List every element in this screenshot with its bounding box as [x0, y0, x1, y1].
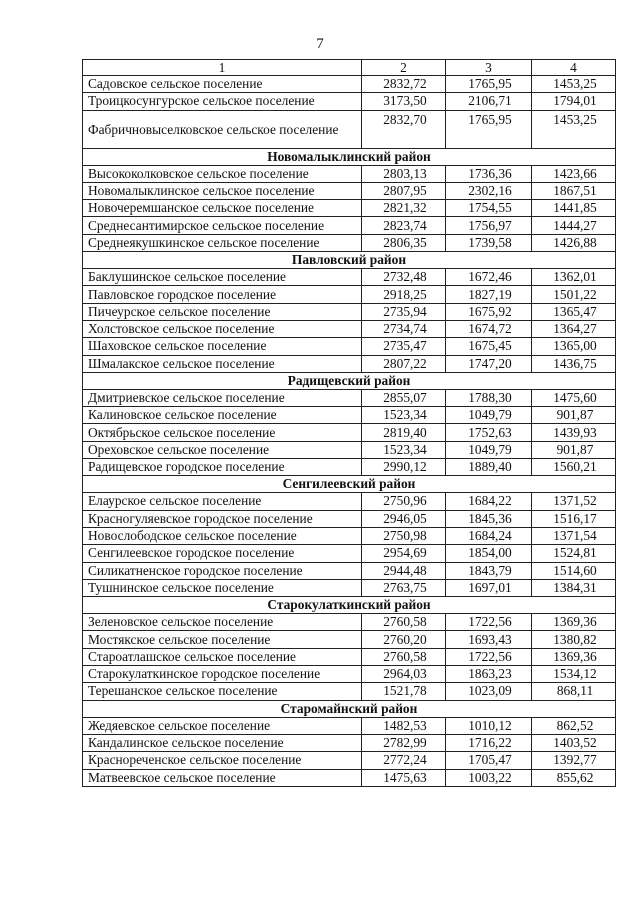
- value-col-2: 2763,75: [362, 579, 446, 596]
- settlement-name: Силикатненское городское поселение: [83, 562, 362, 579]
- value-col-3: 1747,20: [446, 355, 532, 372]
- value-col-4: 1423,66: [532, 165, 616, 182]
- settlement-name: Баклушинское сельское поселение: [83, 269, 362, 286]
- value-col-4: 1475,60: [532, 389, 616, 406]
- value-col-4: 1369,36: [532, 614, 616, 631]
- value-col-4: 862,52: [532, 717, 616, 734]
- value-col-2: 2964,03: [362, 666, 446, 683]
- table-row: [83, 424, 616, 441]
- value-col-3: 1705,47: [446, 752, 532, 769]
- table-row: [83, 769, 616, 786]
- settlement-name: Троицкосунгурское сельское поселение: [83, 93, 362, 110]
- value-col-2: 2760,20: [362, 631, 446, 648]
- value-col-2: 2735,94: [362, 303, 446, 320]
- table-row: [83, 545, 616, 562]
- table-row: [83, 110, 616, 148]
- table-row: [83, 441, 616, 458]
- table-row: [83, 717, 616, 734]
- settlement-name: Староатлашское сельское поселение: [83, 648, 362, 665]
- value-col-4: 1365,00: [532, 338, 616, 355]
- value-col-4: 1439,93: [532, 424, 616, 441]
- table-row: [83, 320, 616, 337]
- value-col-3: 1722,56: [446, 648, 532, 665]
- value-col-2: 2990,12: [362, 459, 446, 476]
- value-col-4: 1514,60: [532, 562, 616, 579]
- value-col-4: 1364,27: [532, 320, 616, 337]
- value-col-4: 1380,82: [532, 631, 616, 648]
- value-col-2: 1482,53: [362, 717, 446, 734]
- district-heading: Сенгилеевский район: [83, 476, 616, 493]
- district-heading-row: [83, 597, 616, 614]
- table-row: [83, 631, 616, 648]
- table-row: [83, 648, 616, 665]
- value-col-3: 1843,79: [446, 562, 532, 579]
- value-col-3: 1675,92: [446, 303, 532, 320]
- table-row: [83, 752, 616, 769]
- value-col-2: 2807,22: [362, 355, 446, 372]
- value-col-3: 1752,63: [446, 424, 532, 441]
- value-col-4: 1560,21: [532, 459, 616, 476]
- value-col-2: 2823,74: [362, 217, 446, 234]
- settlement-name: Старокулаткинское городское поселение: [83, 666, 362, 683]
- value-col-2: 2855,07: [362, 389, 446, 406]
- value-col-2: 2803,13: [362, 165, 446, 182]
- value-col-3: 1739,58: [446, 234, 532, 251]
- value-col-4: 901,87: [532, 407, 616, 424]
- value-col-4: 901,87: [532, 441, 616, 458]
- value-col-2: 2734,74: [362, 320, 446, 337]
- value-col-3: 1754,55: [446, 200, 532, 217]
- table-row: [83, 338, 616, 355]
- value-col-2: 2750,96: [362, 493, 446, 510]
- page-number: 7: [316, 36, 324, 52]
- settlement-name: Тушнинское сельское поселение: [83, 579, 362, 596]
- settlement-name: Холстовское сельское поселение: [83, 320, 362, 337]
- settlement-name: Высококолковское сельское поселение: [83, 165, 362, 182]
- value-col-4: 1453,25: [532, 76, 616, 93]
- value-col-3: 1788,30: [446, 389, 532, 406]
- table-row: [83, 200, 616, 217]
- settlement-name: Радищевское городское поселение: [83, 459, 362, 476]
- value-col-2: 2954,69: [362, 545, 446, 562]
- table-row: [83, 407, 616, 424]
- settlement-name: Матвеевское сельское поселение: [83, 769, 362, 786]
- settlement-name: Сенгилеевское городское поселение: [83, 545, 362, 562]
- value-col-3: 1049,79: [446, 441, 532, 458]
- district-heading-row: [83, 700, 616, 717]
- value-col-2: 2732,48: [362, 269, 446, 286]
- value-col-2: 2832,72: [362, 76, 446, 93]
- value-col-3: 1889,40: [446, 459, 532, 476]
- settlement-name: Жедяевское сельское поселение: [83, 717, 362, 734]
- value-col-3: 1716,22: [446, 734, 532, 751]
- settlement-name: Елаурское сельское поселение: [83, 493, 362, 510]
- district-heading-row: [83, 148, 616, 165]
- value-col-4: 1392,77: [532, 752, 616, 769]
- value-col-2: 2819,40: [362, 424, 446, 441]
- settlement-name: Ореховское сельское поселение: [83, 441, 362, 458]
- settlement-name: Зеленовское сельское поселение: [83, 614, 362, 631]
- table-row: [83, 286, 616, 303]
- settlement-name: Терешанское сельское поселение: [83, 683, 362, 700]
- value-col-2: 2821,32: [362, 200, 446, 217]
- district-heading-row: [83, 252, 616, 269]
- table-row: [83, 510, 616, 527]
- settlement-name: Новослободское сельское поселение: [83, 527, 362, 544]
- value-col-3: 1049,79: [446, 407, 532, 424]
- table-row: [83, 683, 616, 700]
- value-col-3: 1675,45: [446, 338, 532, 355]
- settlement-name: Дмитриевское сельское поселение: [83, 389, 362, 406]
- value-col-2: 2918,25: [362, 286, 446, 303]
- value-col-3: 1863,23: [446, 666, 532, 683]
- value-col-3: 1765,95: [446, 110, 532, 148]
- settlement-name: Краснореченское сельское поселение: [83, 752, 362, 769]
- column-header: 2: [362, 60, 446, 76]
- value-col-2: 2772,24: [362, 752, 446, 769]
- value-col-4: 1441,85: [532, 200, 616, 217]
- table-row: [83, 666, 616, 683]
- district-heading: Павловский район: [83, 252, 616, 269]
- value-col-3: 1672,46: [446, 269, 532, 286]
- value-col-4: 1794,01: [532, 93, 616, 110]
- value-col-4: 1436,75: [532, 355, 616, 372]
- table-row: [83, 76, 616, 93]
- table-row: [83, 562, 616, 579]
- settlement-name: Новочеремшанское сельское поселение: [83, 200, 362, 217]
- district-heading: Радищевский район: [83, 372, 616, 389]
- settlement-name: Шмалакское сельское поселение: [83, 355, 362, 372]
- table-header-row: [83, 60, 616, 76]
- table-row: [83, 217, 616, 234]
- value-col-2: 1523,34: [362, 441, 446, 458]
- value-col-2: 2760,58: [362, 648, 446, 665]
- district-heading-row: [83, 372, 616, 389]
- settlement-name: Новомалыклинское сельское поселение: [83, 182, 362, 199]
- value-col-4: 1516,17: [532, 510, 616, 527]
- value-col-2: 2832,70: [362, 110, 446, 148]
- value-col-4: 1371,52: [532, 493, 616, 510]
- table-row: [83, 459, 616, 476]
- value-col-4: 1501,22: [532, 286, 616, 303]
- value-col-2: 2750,98: [362, 527, 446, 544]
- settlement-name: Среднеякушкинское сельское поселение: [83, 234, 362, 251]
- value-col-3: 1765,95: [446, 76, 532, 93]
- settlement-name: Павловское городское поселение: [83, 286, 362, 303]
- value-col-3: 1697,01: [446, 579, 532, 596]
- value-col-2: 3173,50: [362, 93, 446, 110]
- value-col-2: 2806,35: [362, 234, 446, 251]
- table-row: [83, 734, 616, 751]
- value-col-4: 1444,27: [532, 217, 616, 234]
- value-col-2: 2807,95: [362, 182, 446, 199]
- table-row: [83, 389, 616, 406]
- value-col-3: 1023,09: [446, 683, 532, 700]
- table-row: [83, 269, 616, 286]
- value-col-4: 1369,36: [532, 648, 616, 665]
- table-row: [83, 614, 616, 631]
- value-col-3: 2106,71: [446, 93, 532, 110]
- value-col-4: 1371,54: [532, 527, 616, 544]
- value-col-2: 1475,63: [362, 769, 446, 786]
- value-col-4: 868,11: [532, 683, 616, 700]
- settlement-name: Октябрьское сельское поселение: [83, 424, 362, 441]
- value-col-4: 1384,31: [532, 579, 616, 596]
- value-col-3: 1827,19: [446, 286, 532, 303]
- value-col-2: 2760,58: [362, 614, 446, 631]
- district-heading-row: [83, 476, 616, 493]
- value-col-3: 2302,16: [446, 182, 532, 199]
- settlement-name: Фабричновыселковское сельское поселение: [83, 110, 362, 148]
- value-col-4: 1524,81: [532, 545, 616, 562]
- value-col-4: 1365,47: [532, 303, 616, 320]
- value-col-4: 855,62: [532, 769, 616, 786]
- value-col-4: 1426,88: [532, 234, 616, 251]
- settlement-name: Мостякское сельское поселение: [83, 631, 362, 648]
- value-col-4: 1403,52: [532, 734, 616, 751]
- settlement-name: Кандалинское сельское поселение: [83, 734, 362, 751]
- table-row: [83, 579, 616, 596]
- column-header: 3: [446, 60, 532, 76]
- value-col-4: 1867,51: [532, 182, 616, 199]
- settlement-name: Среднесантимирское сельское поселение: [83, 217, 362, 234]
- column-header: 1: [83, 60, 362, 76]
- value-col-2: 1521,78: [362, 683, 446, 700]
- settlement-table: [82, 59, 616, 787]
- value-col-3: 1684,22: [446, 493, 532, 510]
- table-body: [83, 60, 616, 787]
- table-row: [83, 165, 616, 182]
- value-col-3: 1693,43: [446, 631, 532, 648]
- value-col-2: 1523,34: [362, 407, 446, 424]
- table-row: [83, 355, 616, 372]
- value-col-3: 1010,12: [446, 717, 532, 734]
- value-col-4: 1362,01: [532, 269, 616, 286]
- settlement-name: Садовское сельское поселение: [83, 76, 362, 93]
- settlement-name: Шаховское сельское поселение: [83, 338, 362, 355]
- value-col-3: 1845,36: [446, 510, 532, 527]
- value-col-4: 1534,12: [532, 666, 616, 683]
- value-col-3: 1722,56: [446, 614, 532, 631]
- table-row: [83, 493, 616, 510]
- value-col-2: 2944,48: [362, 562, 446, 579]
- settlement-name: Красногуляевское городское поселение: [83, 510, 362, 527]
- table-row: [83, 527, 616, 544]
- district-heading: Старомайнский район: [83, 700, 616, 717]
- column-header: 4: [532, 60, 616, 76]
- value-col-3: 1756,97: [446, 217, 532, 234]
- value-col-3: 1684,24: [446, 527, 532, 544]
- settlement-name: Калиновское сельское поселение: [83, 407, 362, 424]
- table-row: [83, 182, 616, 199]
- value-col-2: 2782,99: [362, 734, 446, 751]
- table-row: [83, 93, 616, 110]
- settlement-name: Пичеурское сельское поселение: [83, 303, 362, 320]
- value-col-3: 1003,22: [446, 769, 532, 786]
- value-col-2: 2735,47: [362, 338, 446, 355]
- value-col-2: 2946,05: [362, 510, 446, 527]
- table-row: [83, 234, 616, 251]
- district-heading: Старокулаткинский район: [83, 597, 616, 614]
- district-heading: Новомалыклинский район: [83, 148, 616, 165]
- value-col-3: 1736,36: [446, 165, 532, 182]
- value-col-3: 1854,00: [446, 545, 532, 562]
- table-row: [83, 303, 616, 320]
- value-col-3: 1674,72: [446, 320, 532, 337]
- value-col-4: 1453,25: [532, 110, 616, 148]
